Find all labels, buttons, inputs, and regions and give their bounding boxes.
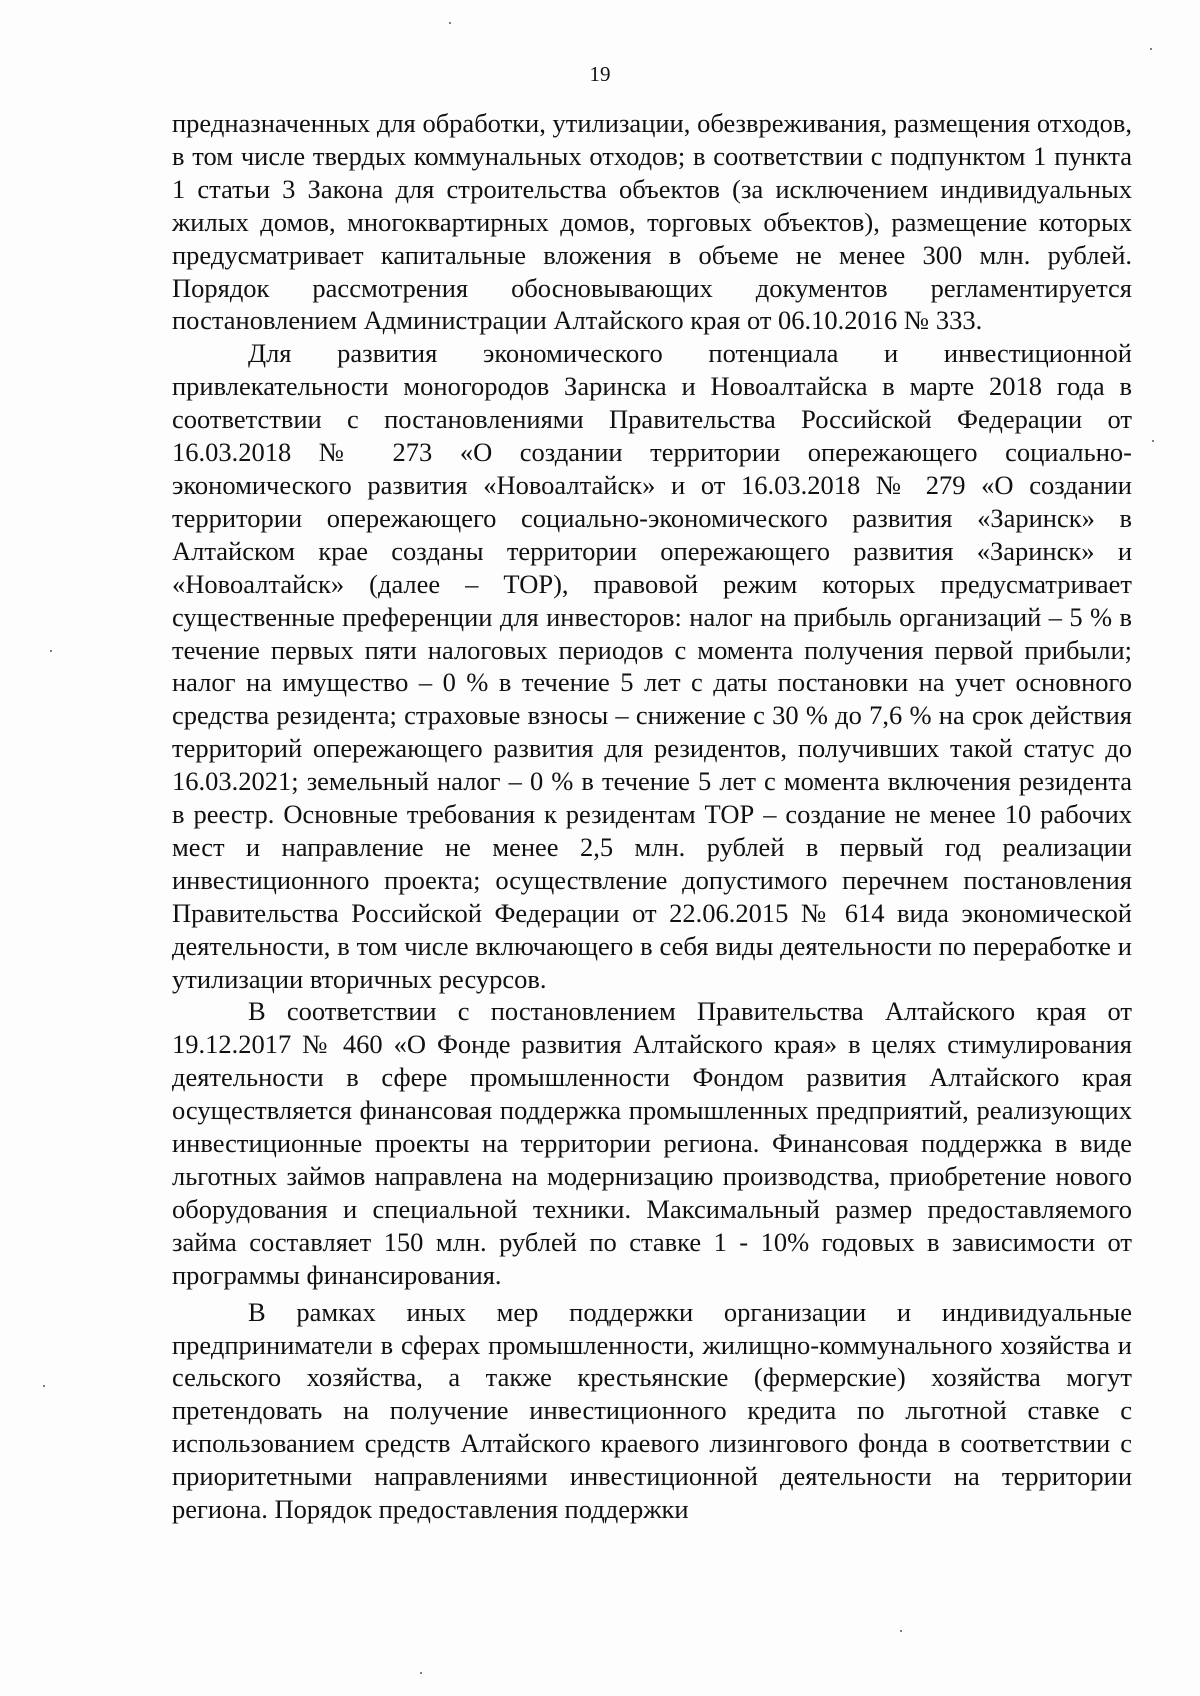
scan-speck xyxy=(449,22,451,24)
paragraph-tor: Для развития экономического потенциала и инвестиционной привлекательности моногородов Заринска и Новоалтайска в марте 2018 года в соответствии с постановлениями Правительства Российской Федерации от 16.03.2018 № 273 «О создании территории опережающего социально-экономического развития «Новоалтайск» и от 16.03.2018 № 279 «О создании территории опережающего социально-экономического развития «Заринск» в Алтайском крае созданы территории опережающего развития «Заринск» и «Новоалтайск» (далее – ТОР), правовой режим которых предусматривает существенные преференции для инвесторов: налог на прибыль организаций – 5 % в течение первых пяти налоговых периодов с момента получения первой прибыли; налог на имущество – 0 % в течение 5 лет с даты постановки на учет основного средства резидента; страховые взносы – снижение с 30 % до 7,6 % на срок действия территорий опережающего развития для резидентов, получивших такой статус до 16.03.2021; земельный налог – 0 % в течение 5 лет с момента включения резидента в реестр. Основные требования к резидентам ТОР – создание не менее 10 рабочих мест и направление не менее 2,5 млн. рублей в первый год реализации инвестиционного проекта; осуществление допустимого перечнем постановления Правительства Российской Федерации от 22.06.2015 № 614 вида экономической деятельности, в том числе включающего в себя виды деятельности по переработке и утилизации вторичных ресурсов. xyxy=(172,338,1132,994)
scan-speck xyxy=(1150,48,1152,50)
paragraph-continuation: предназначенных для обработки, утилизации, обезвреживания, размещения отходов, в том числе твердых коммунальных отходов; в соответствии с подпунктом 1 пункта 1 статьи 3 Закона для строительства объектов (за исключением индивидуальных жилых домов, многоквартирных домов, торговых объектов), размещение которых предусматривает капитальные вложения в объеме не менее 300 млн. рублей. Порядок рассмотрения обосновывающих документов регламентируется постановлением Администрации Алтайского края от 06.10.2016 № 333. xyxy=(172,108,1132,336)
scan-speck xyxy=(900,1630,902,1632)
scan-speck xyxy=(420,1672,422,1674)
paragraph-development-fund: В соответствии с постановлением Правительства Алтайского края от 19.12.2017 № 460 «О Фонде развития Алтайского края» в целях стимулирования деятельности в сфере промышленности Фондом развития Алтайского края осуществляется финансовая поддержка промышленных предприятий, реализующих инвестиционные проекты на территории региона. Финансовая поддержка в виде льготных займов направлена на модернизацию производства, приобретение нового оборудования и специальной техники. Максимальный размер предоставляемого займа составляет 150 млн. рублей по ставке 1 - 10% годовых в зависимости от программы финансирования. xyxy=(172,996,1132,1290)
scan-speck xyxy=(50,650,52,652)
paragraph-leasing-fund: В рамках иных мер поддержки организации и индивидуальные предприниматели в сферах промышленности, жилищно-коммунального хозяйства и сельского хозяйства, а также крестьянские (фермерские) хозяйства могут претендовать на получение инвестиционного кредита по льготной ставке с использованием средств Алтайского краевого лизингового фонда в соответствии с приоритетными направлениями инвестиционной деятельности на территории региона. Порядок предоставления поддержки xyxy=(172,1296,1132,1525)
scan-speck xyxy=(1152,440,1154,442)
page-number: 19 xyxy=(589,62,611,86)
document-body xyxy=(172,107,1132,1526)
scan-speck xyxy=(43,1385,45,1387)
